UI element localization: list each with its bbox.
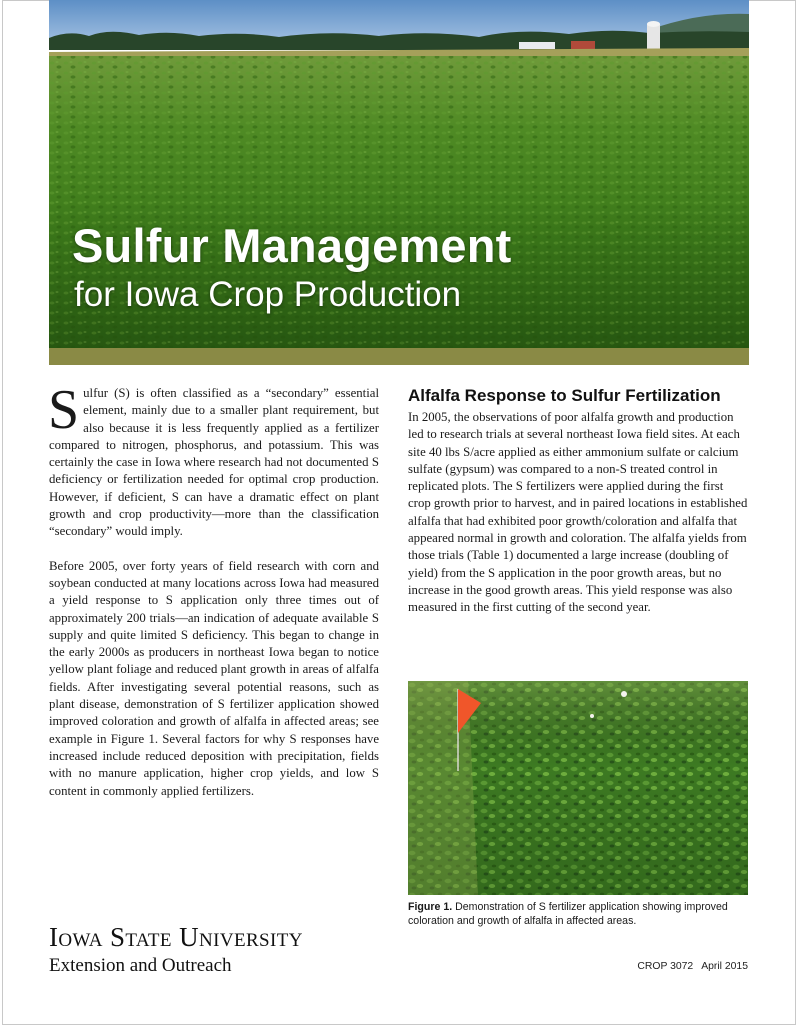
figure-caption-text: Demonstration of S fertilizer application showing improved coloration and growth of alfalfa in affected areas. [408,901,728,927]
header-accent-band [49,348,749,365]
university-logo [49,924,303,975]
page-title: Sulfur Management [72,219,512,272]
figure-1-caption [408,900,753,928]
university-name: Iowa State University [49,922,303,952]
intro-column [48,379,379,817]
section-heading: Alfalfa Response to Sulfur Fertilization [408,386,721,405]
figure-1-photo [408,681,748,895]
figure-label: Figure 1. [408,901,453,913]
section-body: In 2005, the observations of poor alfalfa growth and production led to research trials at several northeast Iowa field sites. At each site 40 lbs S/acre applied as either ammonium sulfate or calcium sulfate (gypsum) was compared to a non-S treated control in replicated plots. The S fertilizers were applied during the first crop growth prior to harvest, and in paired locations in established alfalfa that had exhibited poor growth/coloration and alfalfa that appeared normal in growth and coloration. The alfalfa yields from those trials (Table 1) documented a large increase (doubling of yield) from the S application in the poor growth areas, but no increase in the good growth areas. This yield response was also measured in the first cutting of the second year. [408,410,748,615]
intro-paragraph-1-text: ulfur (S) is often classified as a “secondary” essential element, mainly due to a smaller plant requirement, but also because it is less frequently applied as a fertilizer compared to nitrogen, phosphorus, and potassium. This was certainly the case in Iowa where research had not documented S deficiency or fertilization needed for optimal crop production. However, if deficient, S can have a dramatic effect on plant growth and crop productivity—more than the classification “secondary” would imply. [49,386,379,539]
alfalfa-plot-illustration [408,681,748,895]
alfalfa-section [408,386,748,617]
hero-photo [49,0,749,348]
publication-info [637,961,748,972]
university-unit: Extension and Outreach [49,955,232,976]
drop-cap: S [48,379,80,441]
publication-code: CROP 3072 [637,961,694,972]
intro-paragraph-2: Before 2005, over forty years of field research with corn and soybean conducted at many locations across Iowa had measured a yield response to S application only three times out of approximately 200 trials—an indication of adequate available S supply and quite limited S deficiency. This began to change in the early 2000s as producers in northeast Iowa began to notice yellow plant foliage and reduced plant growth in areas of alfalfa fields. After investigating several potential reasons, such as plant disease, demonstration of S fertilizer application showed improved coloration and growth of alfalfa in affected areas; see example in Figure 1. Several factors for why S responses have increased include reduced deposition with precipitation, fields with no manure application, higher crop yields, and low S content in commonly applied fertilizers. [49,558,379,798]
page-subtitle: for Iowa Crop Production [74,275,462,314]
publication-date: April 2015 [701,961,748,972]
intro-paragraph-1 [48,379,379,541]
